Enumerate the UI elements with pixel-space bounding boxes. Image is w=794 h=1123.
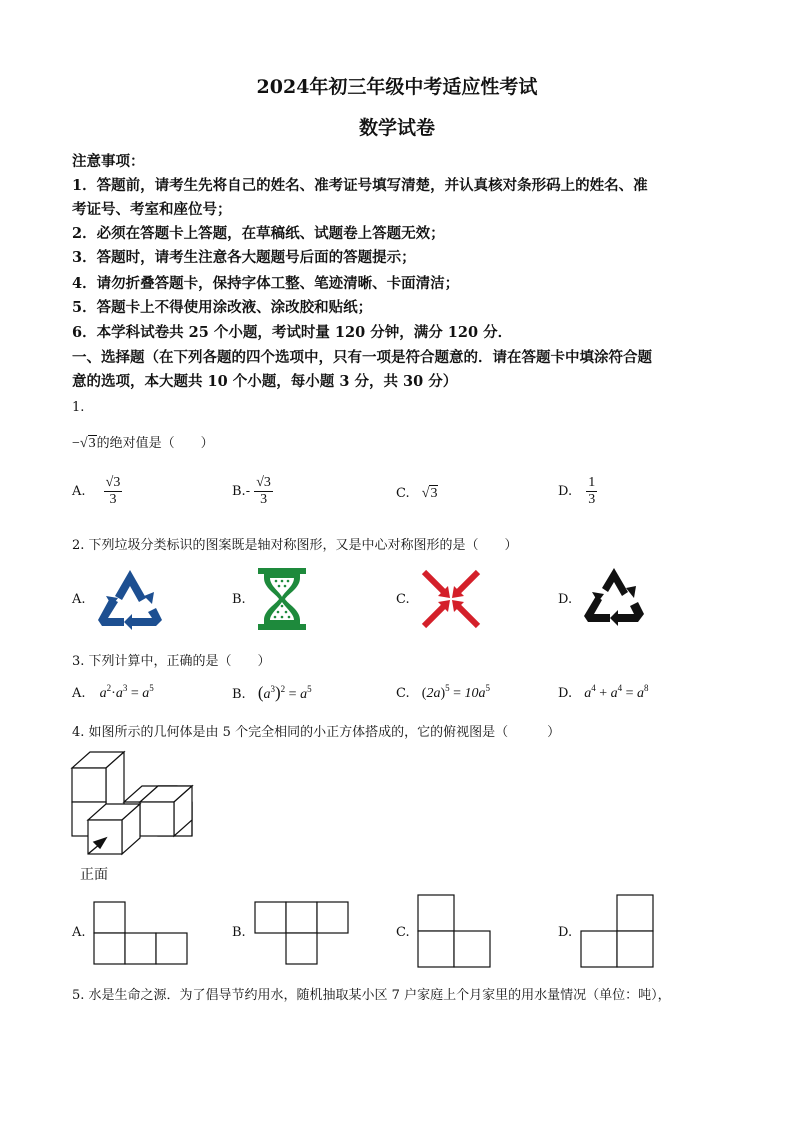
top-view-option-a[interactable] [92, 900, 190, 966]
section-heading-cont: 意的选项，本大题共 10 个小题，每小题 3 分，共 30 分） [72, 373, 458, 390]
option-label: D. [558, 686, 573, 701]
q5-stem: 5. 水是生命之源．为了倡导节约用水，随机抽取某小区 7 户家庭上个月家里的用水量情况（单位：吨）， [72, 988, 671, 1003]
notice-item: 1．答题前，请考生先将自己的姓名、准考证号填写清楚，并认真核对条形码上的姓名、准 [72, 177, 648, 194]
page-title: 2024年初三年级中考适应性考试 [256, 76, 538, 98]
notice-item: 5．答题卡上不得使用涂改液、涂改胶和贴纸； [72, 299, 373, 316]
option-label: C. [396, 686, 410, 701]
q1-option-c[interactable] [396, 486, 438, 502]
q3-option-a[interactable] [72, 683, 154, 702]
top-view-option-c[interactable] [416, 893, 492, 969]
recycle-icon-black [582, 566, 646, 628]
q2-label-a[interactable]: A. [72, 592, 86, 607]
hourglass-icon-green [256, 568, 308, 630]
fraction: $\frac{√3}{3}$ [105, 475, 121, 507]
minus-sign: - [245, 484, 251, 499]
inward-arrows-icon-red [420, 568, 482, 630]
option-label: B. [232, 687, 246, 702]
q1-option-d[interactable] [558, 475, 597, 508]
top-view-option-b[interactable] [253, 900, 351, 966]
notice-item: 4．请勿折叠答题卡，保持字体工整、笔迹清晰、卡面清洁； [72, 275, 460, 292]
front-view-label: 正面 [80, 867, 108, 883]
expression: $(2a)^5 = 10a^5$ [421, 683, 491, 701]
notice-item: 6．本学科试卷共 25 个小题，考试时量 120 分钟，满分 120 分． [72, 324, 513, 341]
q1-stem-text: 的绝对值是（ ） [96, 436, 214, 451]
cube-stack-figure [70, 750, 200, 862]
q3-option-c[interactable] [396, 683, 490, 702]
recycle-icon-blue [96, 568, 164, 630]
q4-stem: 4. 如图所示的几何体是由 5 个完全相同的小正方体搭成的，它的俯视图是（ ） [72, 725, 561, 740]
q1-neg: − [72, 436, 80, 451]
q2-label-b[interactable]: B. [232, 592, 246, 607]
notice-item: 2．必须在答题卡上答题，在草稿纸、试题卷上答题无效； [72, 225, 445, 242]
q2-label-c[interactable]: C. [396, 592, 410, 607]
section-heading: 一、选择题（在下列各题的四个选项中，只有一项是符合题意的．请在答题卡中填涂符合题 [72, 349, 652, 366]
q3-stem: 3. 下列计算中，正确的是（ ） [72, 654, 271, 669]
expression: $a^4 + a^4 = a^8$ [584, 683, 649, 701]
expression: $a^2\cdot a^3 = a^5$ [99, 683, 154, 701]
q4-label-c[interactable]: C. [396, 925, 410, 940]
q1-option-b[interactable] [232, 475, 273, 508]
option-label: C. [396, 486, 410, 501]
q1-radical: √3 [79, 436, 96, 451]
option-label: D. [558, 484, 573, 499]
q3-option-b[interactable] [232, 683, 312, 703]
top-view-option-d[interactable] [579, 893, 655, 969]
q4-label-a[interactable]: A. [72, 925, 86, 940]
expression: $(a^3)^2 = a^5$ [257, 683, 312, 702]
option-label: A. [72, 686, 86, 701]
notice-item: 考证号、考室和座位号； [72, 201, 232, 218]
fraction: $\frac{1}{3}$ [588, 475, 596, 507]
q4-label-b[interactable]: B. [232, 925, 246, 940]
q2-stem: 2. 下列垃圾分类标识的图案既是轴对称图形，又是中心对称图形的是（ ） [72, 538, 518, 553]
q4-label-d[interactable]: D. [558, 925, 573, 940]
q2-label-d[interactable]: D. [558, 592, 573, 607]
q1-stem [72, 432, 214, 452]
notice-heading: 注意事项： [72, 153, 145, 170]
option-label: A. [72, 484, 86, 499]
q1-number: 1. [72, 400, 85, 415]
fraction: $\frac{√3}{3}$ [256, 475, 271, 507]
page-subtitle: 数学试卷 [358, 117, 435, 139]
q1-option-a[interactable] [72, 475, 122, 508]
notice-item: 3．答题时，请考生注意各大题题号后面的答题提示； [72, 249, 416, 266]
option-label: B. [232, 484, 246, 499]
radical: √3 [421, 486, 438, 501]
q3-option-d[interactable] [558, 683, 649, 702]
